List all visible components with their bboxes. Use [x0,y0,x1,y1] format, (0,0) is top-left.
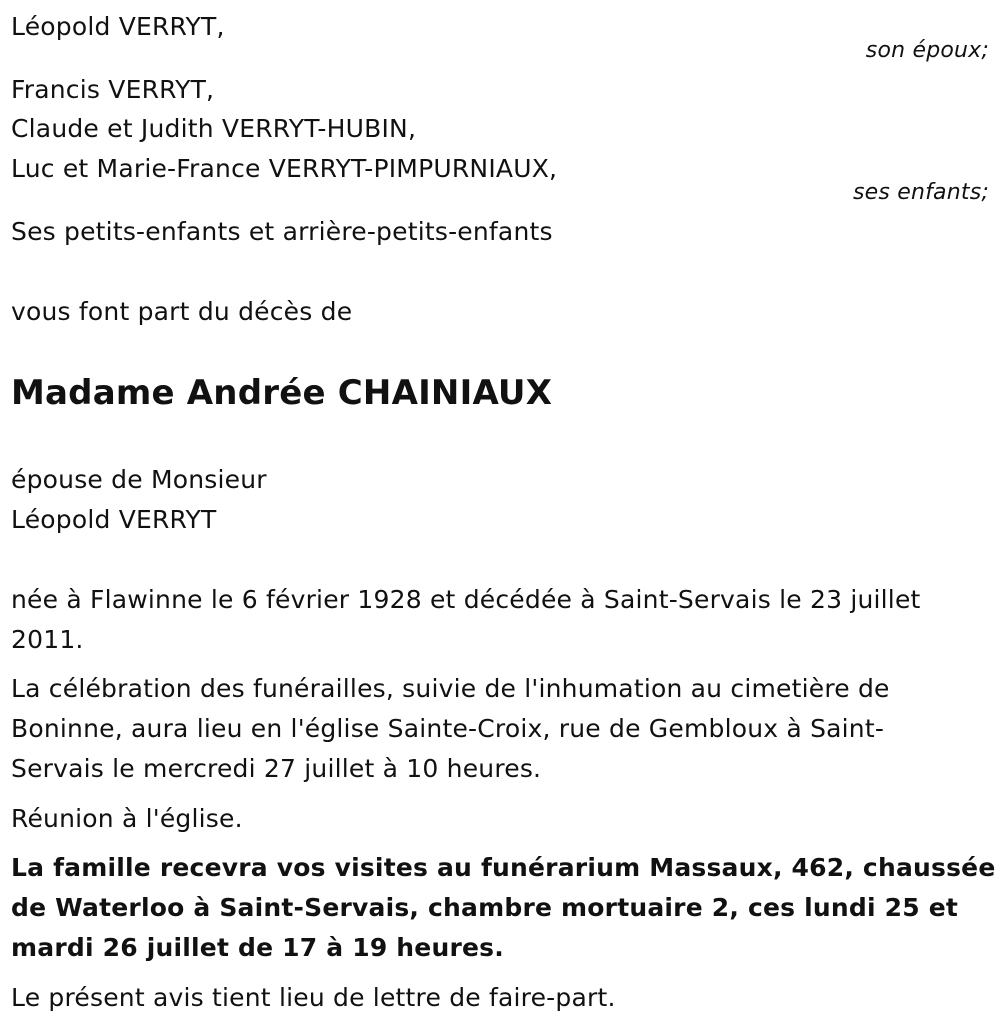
funeral-line: Servais le mercredi 27 juillet à 10 heures. [11,754,542,783]
birth-death-line: née à Flawinne le 6 février 1928 et décédée à Saint-Servais le 23 juillet [11,585,921,614]
meeting-line: Réunion à l'église. [11,804,243,833]
husband-line: Léopold VERRYT, [11,12,225,41]
grandchildren-line: Ses petits-enfants et arrière-petits-enfants [11,217,553,246]
funeral-line: Boninne, aura lieu en l'église Sainte-Croix, rue de Gembloux à Saint- [11,714,885,743]
child-line: Luc et Marie-France VERRYT-PIMPURNIAUX, [11,154,558,183]
deceased-name: Madame Andrée CHAINIAUX [11,373,553,413]
child-line: Claude et Judith VERRYT-HUBIN, [11,114,417,143]
child-line: Francis VERRYT, [11,75,215,104]
announce-line: vous font part du décès de [11,297,353,326]
visits-line: de Waterloo à Saint-Servais, chambre mortuaire 2, ces lundi 25 et [11,893,959,922]
birth-death-line: 2011. [11,625,84,654]
spouse-name: Léopold VERRYT [11,505,217,534]
visits-line: mardi 26 juillet de 17 à 19 heures. [11,933,504,962]
visits-line: La famille recevra vos visites au funérarium Massaux, 462, chaussée [11,853,996,882]
funeral-line: La célébration des funérailles, suivie de l'inhumation au cimetière de [11,674,890,703]
children-role: ses enfants; [852,180,989,205]
closing-line: Le présent avis tient lieu de lettre de faire-part. [11,983,616,1012]
husband-role: son époux; [865,38,989,63]
spouse-intro: épouse de Monsieur [11,465,267,494]
